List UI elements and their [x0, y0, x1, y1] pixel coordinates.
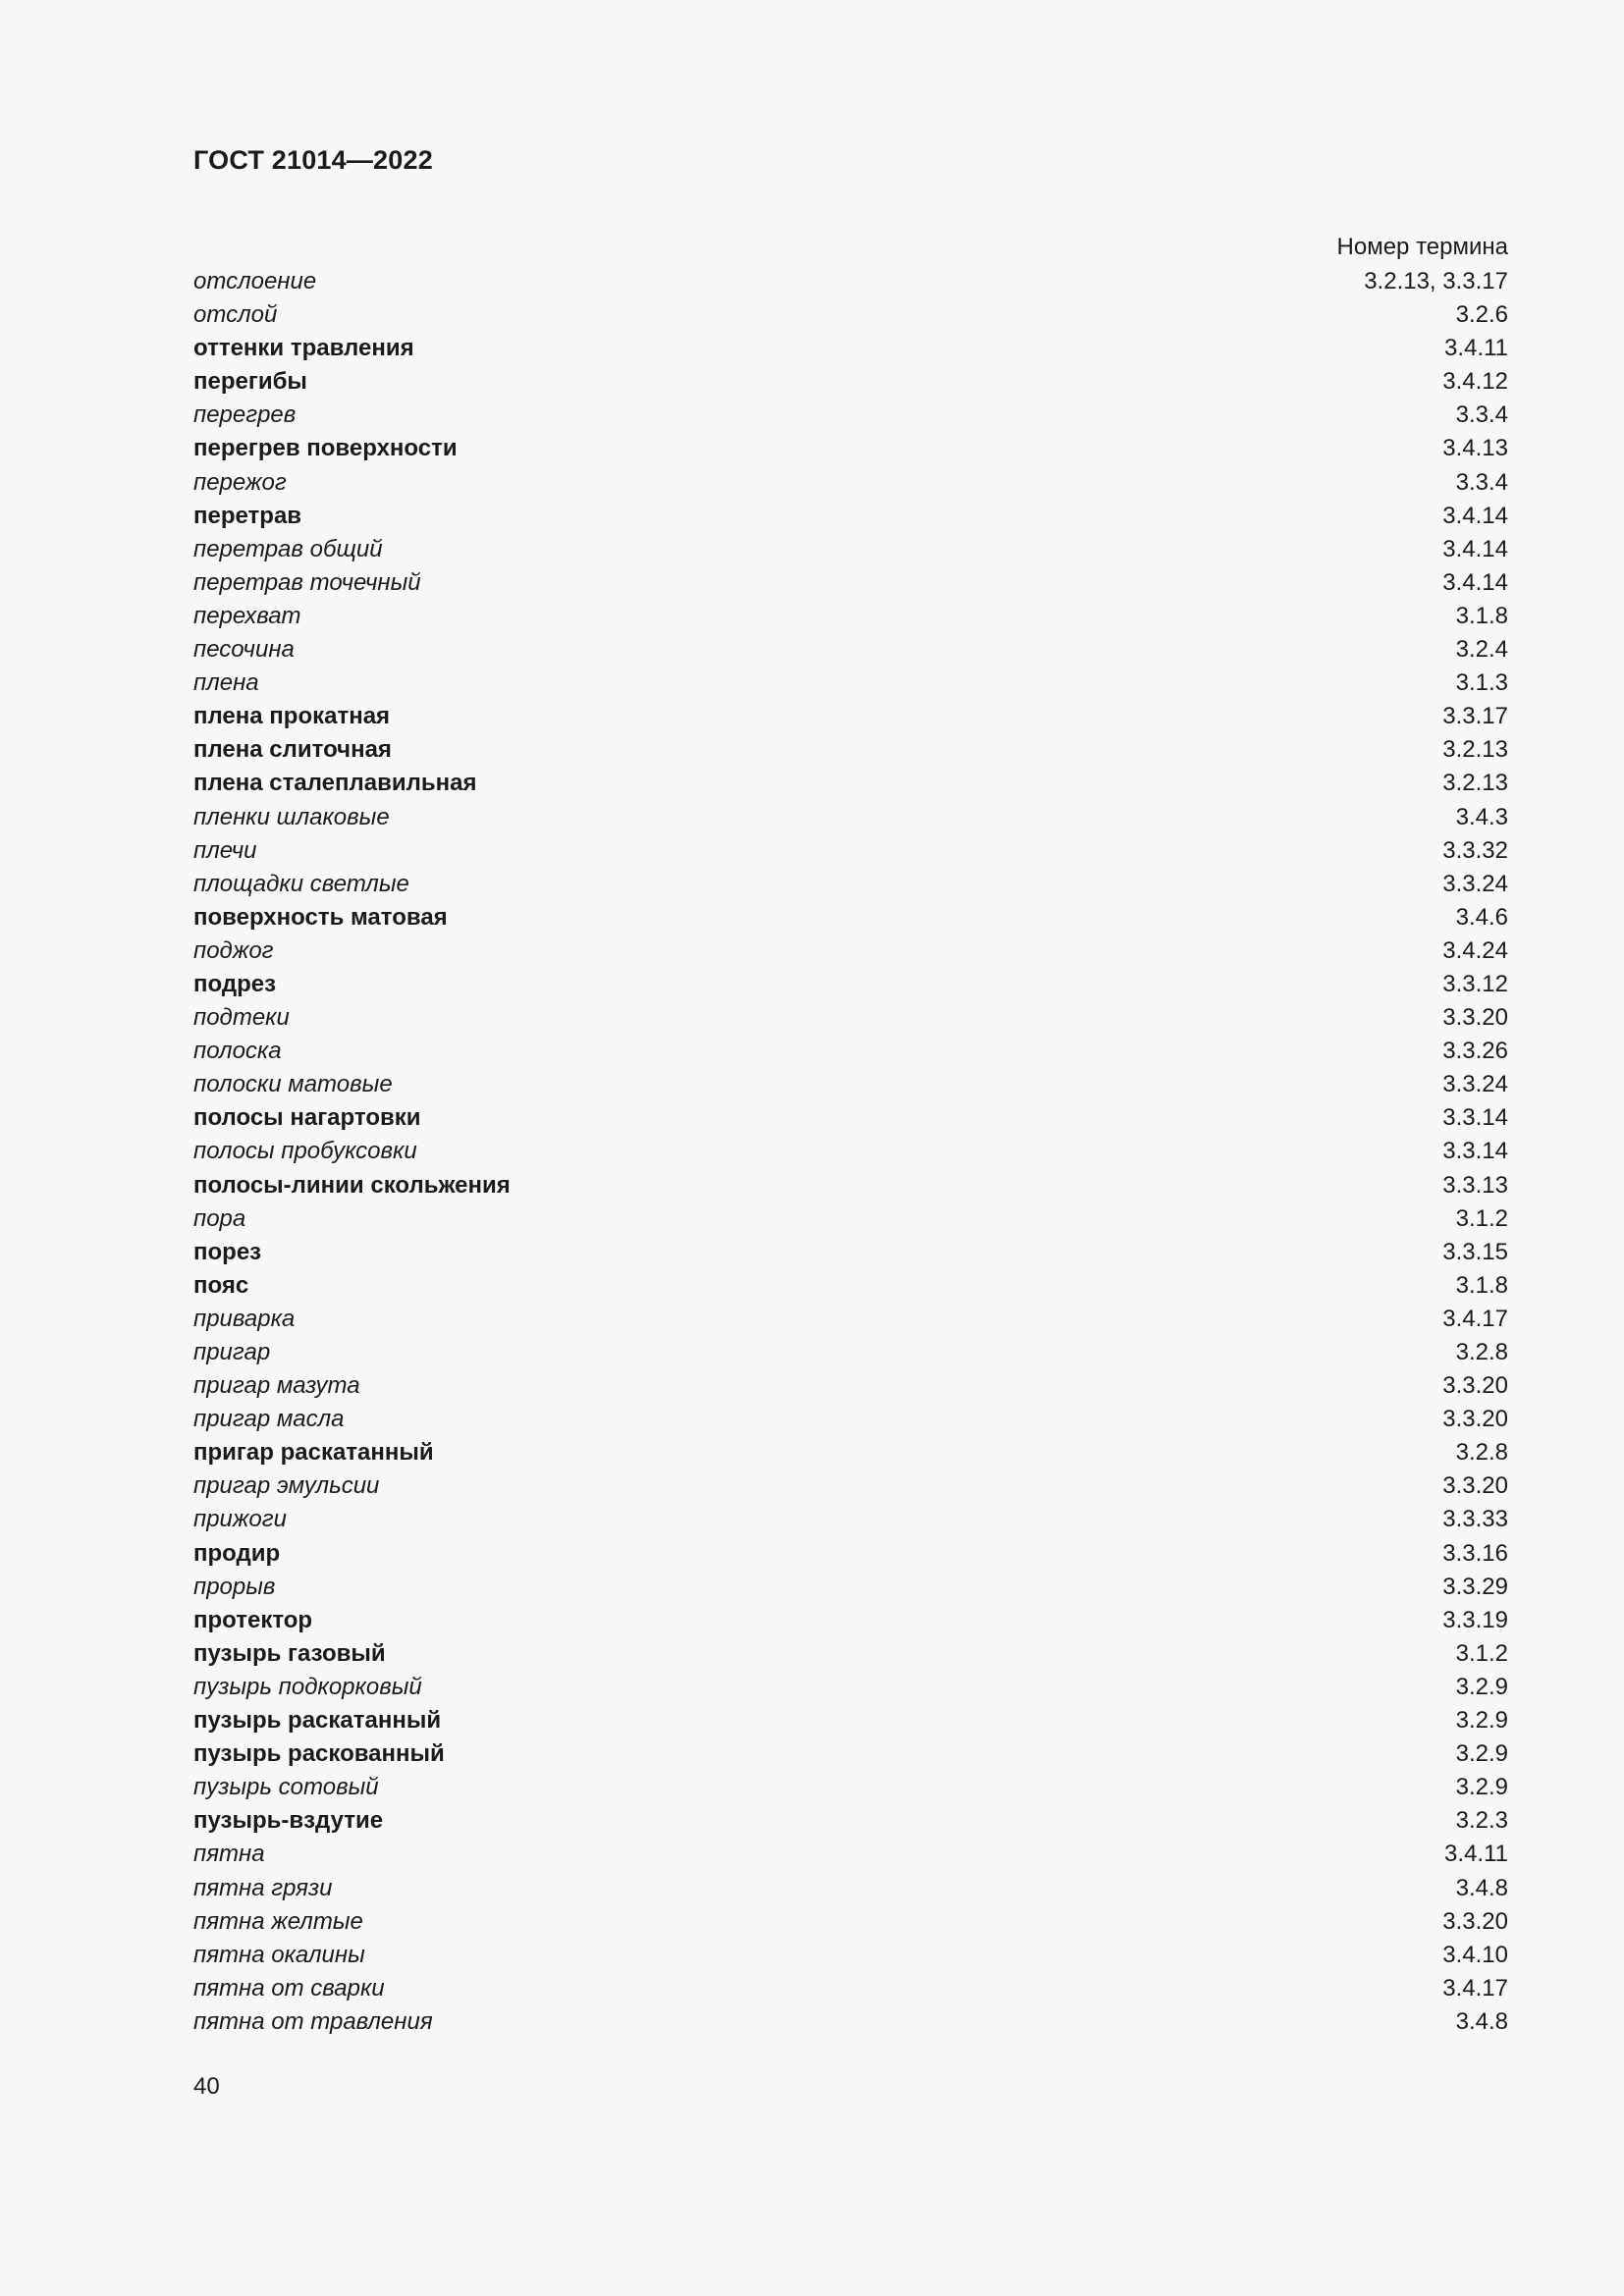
term-name: пятна от сварки	[193, 1974, 385, 2002]
term-number: 3.3.14	[1442, 1104, 1508, 1132]
term-number: 3.3.29	[1442, 1573, 1508, 1600]
term-row	[193, 733, 1508, 767]
term-row	[193, 2005, 1508, 2039]
term-number: 3.3.17	[1442, 703, 1508, 730]
term-name: продир	[193, 1539, 281, 1567]
column-header-term-number: Номер термина	[1336, 234, 1508, 260]
term-row	[193, 1202, 1508, 1236]
term-row	[193, 365, 1508, 399]
term-row	[193, 1001, 1508, 1035]
term-number: 3.3.13	[1442, 1171, 1508, 1199]
term-number: 3.2.6	[1455, 301, 1508, 329]
term-number: 3.4.14	[1442, 568, 1508, 596]
term-name: пригар	[193, 1339, 271, 1365]
term-name: порез	[193, 1238, 262, 1265]
term-name: пузырь-вздутие	[193, 1807, 384, 1835]
term-name: пузырь сотовый	[193, 1774, 379, 1801]
term-number: 3.3.19	[1442, 1606, 1508, 1633]
term-number: 3.1.8	[1455, 1271, 1508, 1299]
term-name: пора	[193, 1204, 246, 1232]
term-name: пятна	[193, 1841, 265, 1868]
term-name: пузырь подкорковый	[193, 1673, 422, 1700]
term-number: 3.3.20	[1442, 1372, 1508, 1400]
term-row	[193, 600, 1508, 633]
term-name: перетрав	[193, 502, 302, 529]
term-row	[193, 1637, 1508, 1671]
term-row	[193, 1604, 1508, 1637]
term-row	[193, 533, 1508, 566]
term-name: поджог	[193, 936, 274, 964]
term-row	[193, 1872, 1508, 1905]
term-row	[193, 500, 1508, 533]
term-row	[193, 399, 1508, 432]
term-number: 3.2.9	[1455, 1740, 1508, 1768]
term-name: полосы нагартовки	[193, 1104, 421, 1132]
term-number: 3.2.9	[1455, 1707, 1508, 1735]
term-name: пузырь раскатанный	[193, 1707, 442, 1735]
term-row	[193, 1369, 1508, 1403]
term-number: 3.4.11	[1444, 335, 1508, 362]
term-name: полоски матовые	[193, 1071, 393, 1098]
term-number: 3.2.9	[1455, 1673, 1508, 1700]
term-row	[193, 1771, 1508, 1804]
term-name: полоска	[193, 1038, 282, 1065]
term-name: пригар мазута	[193, 1372, 360, 1400]
term-row	[193, 1838, 1508, 1871]
term-name: пояс	[193, 1271, 249, 1299]
term-number: 3.2.3	[1455, 1807, 1508, 1835]
term-name: перегрев поверхности	[193, 435, 458, 462]
term-number: 3.4.24	[1442, 936, 1508, 964]
term-number: 3.1.2	[1455, 1204, 1508, 1232]
term-name: площадки светлые	[193, 870, 409, 897]
term-name: плена сталеплавильная	[193, 770, 477, 797]
term-row	[193, 1035, 1508, 1068]
term-name: оттенки травления	[193, 335, 414, 362]
term-row	[193, 566, 1508, 600]
term-row	[193, 1503, 1508, 1536]
term-name: песочина	[193, 636, 295, 664]
term-number: 3.2.4	[1455, 636, 1508, 664]
term-row	[193, 1737, 1508, 1771]
term-row	[193, 1571, 1508, 1604]
term-number: 3.3.20	[1442, 1472, 1508, 1500]
term-number: 3.2.13, 3.3.17	[1364, 268, 1508, 294]
term-number: 3.4.6	[1455, 903, 1508, 931]
term-number: 3.4.14	[1442, 535, 1508, 562]
term-name: перехват	[193, 602, 301, 629]
term-row	[193, 834, 1508, 868]
term-name: перегрев	[193, 401, 297, 429]
term-name: прижоги	[193, 1506, 287, 1533]
term-row	[193, 968, 1508, 1001]
term-row	[193, 1972, 1508, 2005]
term-name: подрез	[193, 970, 277, 997]
term-row	[193, 265, 1508, 298]
term-index-list	[193, 265, 1508, 2039]
page-number: 40	[193, 2073, 220, 2100]
term-name: плена	[193, 669, 259, 697]
term-name: прорыв	[193, 1573, 276, 1600]
term-number: 3.4.3	[1455, 803, 1508, 830]
term-row	[193, 868, 1508, 901]
term-number: 3.4.10	[1442, 1941, 1508, 1968]
term-number: 3.3.16	[1442, 1539, 1508, 1567]
term-number: 3.4.17	[1442, 1305, 1508, 1332]
term-number: 3.4.11	[1444, 1841, 1508, 1868]
term-name: пятна грязи	[193, 1874, 333, 1901]
term-name: пленки шлаковые	[193, 803, 390, 830]
term-number: 3.2.13	[1442, 736, 1508, 764]
term-number: 3.2.8	[1455, 1339, 1508, 1365]
term-number: 3.2.8	[1455, 1439, 1508, 1467]
term-row	[193, 633, 1508, 667]
term-row	[193, 1469, 1508, 1503]
term-row	[193, 1068, 1508, 1101]
term-row	[193, 1905, 1508, 1939]
term-row	[193, 1336, 1508, 1369]
term-name: пригар эмульсии	[193, 1472, 380, 1500]
term-number: 3.4.14	[1442, 502, 1508, 529]
term-name: поверхность матовая	[193, 903, 448, 931]
term-row	[193, 1704, 1508, 1737]
term-name: протектор	[193, 1606, 313, 1633]
term-row	[193, 934, 1508, 968]
term-number: 3.3.20	[1442, 1406, 1508, 1433]
term-row	[193, 1101, 1508, 1135]
term-name: подтеки	[193, 1004, 290, 1032]
term-name: приварка	[193, 1305, 296, 1332]
term-name: перетрав точечный	[193, 568, 421, 596]
term-number: 3.3.24	[1442, 1071, 1508, 1098]
term-number: 3.3.4	[1455, 401, 1508, 429]
term-name: пузырь раскованный	[193, 1740, 445, 1768]
term-number: 3.3.12	[1442, 970, 1508, 997]
term-name: пятна окалины	[193, 1941, 365, 1968]
term-row	[193, 700, 1508, 733]
term-number: 3.4.8	[1455, 1874, 1508, 1901]
term-number: 3.3.33	[1442, 1506, 1508, 1533]
term-row	[193, 1269, 1508, 1303]
term-name: отслой	[193, 301, 278, 329]
term-row	[193, 1436, 1508, 1469]
term-number: 3.1.3	[1455, 669, 1508, 697]
term-number: 3.3.14	[1442, 1138, 1508, 1165]
term-row	[193, 332, 1508, 365]
term-row	[193, 1169, 1508, 1202]
term-number: 3.3.20	[1442, 1004, 1508, 1032]
term-name: плена прокатная	[193, 703, 391, 730]
term-number: 3.3.24	[1442, 870, 1508, 897]
term-name: перегибы	[193, 368, 307, 396]
term-number: 3.4.8	[1455, 2007, 1508, 2035]
term-name: пузырь газовый	[193, 1639, 386, 1667]
term-number: 3.3.32	[1442, 836, 1508, 864]
term-number: 3.3.26	[1442, 1038, 1508, 1065]
term-row	[193, 1135, 1508, 1168]
term-row	[193, 1671, 1508, 1704]
term-number: 3.1.8	[1455, 602, 1508, 629]
term-number: 3.3.4	[1455, 468, 1508, 496]
term-number: 3.3.15	[1442, 1238, 1508, 1265]
term-row	[193, 466, 1508, 500]
term-number: 3.4.17	[1442, 1974, 1508, 2002]
document-header: ГОСТ 21014—2022	[193, 145, 433, 175]
term-row	[193, 801, 1508, 834]
term-row	[193, 1303, 1508, 1336]
term-row	[193, 432, 1508, 465]
term-number: 3.4.12	[1442, 368, 1508, 396]
term-name: пятна желтые	[193, 1907, 363, 1935]
term-name: плечи	[193, 836, 257, 864]
term-row	[193, 1537, 1508, 1571]
term-name: пригар раскатанный	[193, 1439, 434, 1467]
term-name: пережог	[193, 468, 287, 496]
term-row	[193, 767, 1508, 800]
term-number: 3.2.13	[1442, 770, 1508, 797]
term-number: 3.2.9	[1455, 1774, 1508, 1801]
term-name: полосы пробуксовки	[193, 1138, 417, 1165]
term-name: полосы-линии скольжения	[193, 1171, 511, 1199]
term-name: отслоение	[193, 268, 317, 294]
term-row	[193, 1403, 1508, 1436]
term-number: 3.1.2	[1455, 1639, 1508, 1667]
term-row	[193, 901, 1508, 934]
term-row	[193, 298, 1508, 332]
term-name: пятна от травления	[193, 2007, 433, 2035]
term-name: плена слиточная	[193, 736, 392, 764]
term-name: пригар масла	[193, 1406, 345, 1433]
term-row	[193, 1804, 1508, 1838]
term-number: 3.4.13	[1442, 435, 1508, 462]
term-row	[193, 1236, 1508, 1269]
term-row	[193, 1939, 1508, 1972]
term-row	[193, 667, 1508, 700]
term-number: 3.3.20	[1442, 1907, 1508, 1935]
term-name: перетрав общий	[193, 535, 383, 562]
